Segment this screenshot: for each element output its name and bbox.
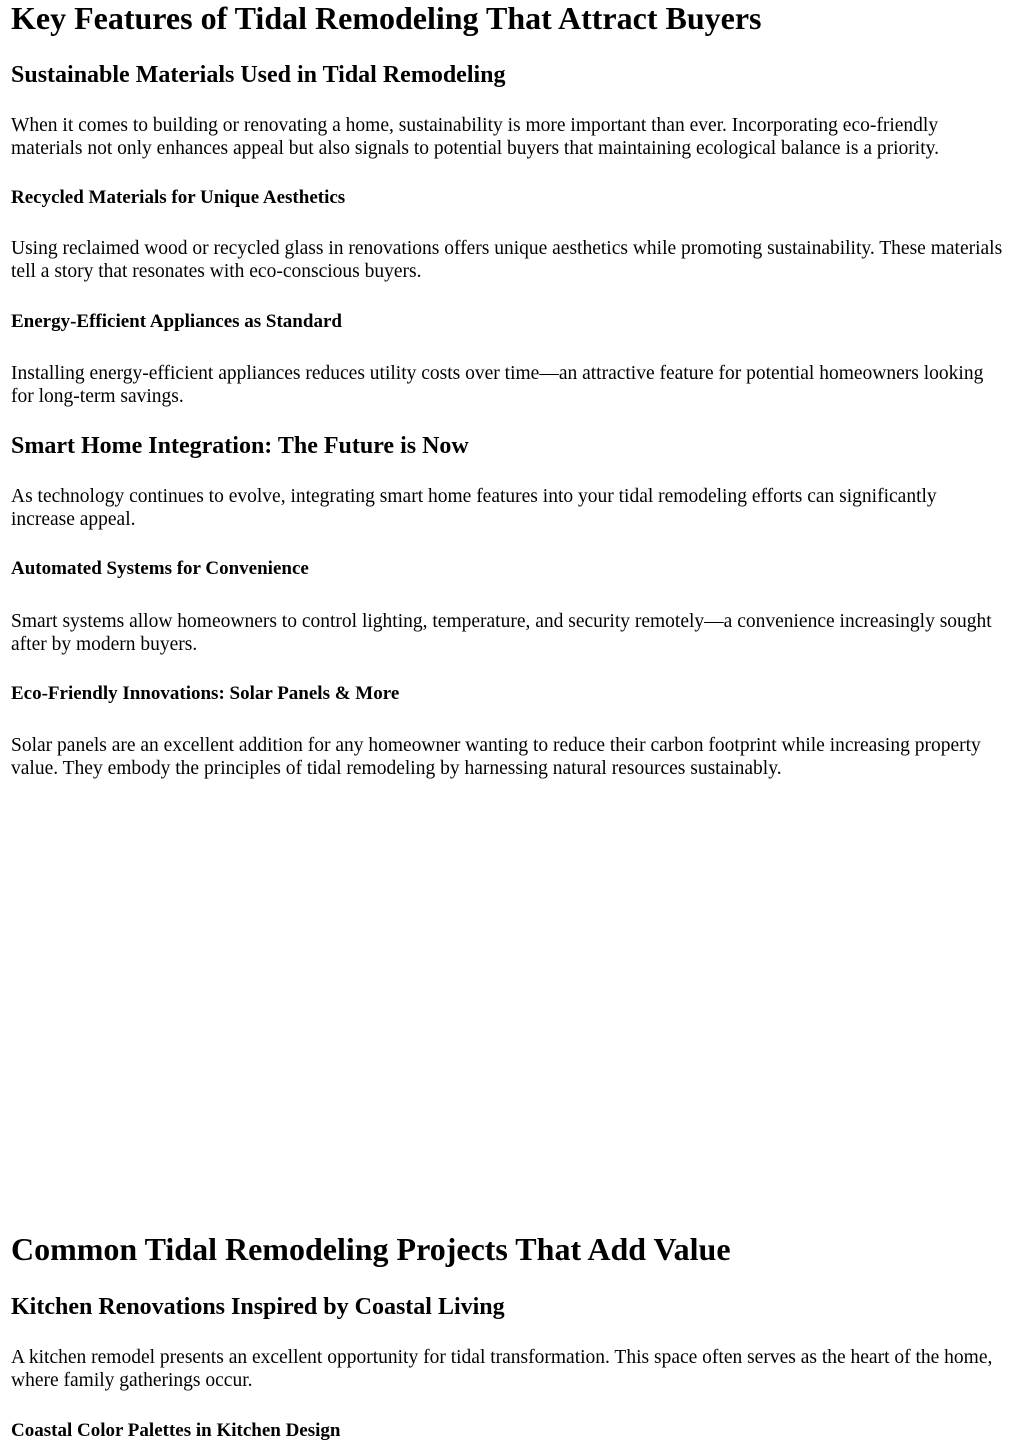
paragraph-kitchen-intro: A kitchen remodel presents an excellent opportunity for tidal transformation. This space often serves as the heart of the home, where family gatherings occur. xyxy=(11,1347,993,1391)
subheading-recycled-materials: Recycled Materials for Unique Aesthetics xyxy=(11,187,346,208)
subheading-automated-systems: Automated Systems for Convenience xyxy=(11,558,309,579)
section-heading-sustainable-materials: Sustainable Materials Used in Tidal Remodeling xyxy=(11,62,506,88)
paragraph-sustainability-intro: When it comes to building or renovating a home, sustainability is more important than ever. Incorporating eco-friendly materials not only enhances appeal but also signals to potential buyers that maintaining ecological balance is a priority. xyxy=(11,115,939,159)
paragraph-smart-home-intro: As technology continues to evolve, integrating smart home features into your tidal remodeling efforts can significantly increase appeal. xyxy=(11,486,937,530)
subheading-eco-friendly-innovations: Eco-Friendly Innovations: Solar Panels & More xyxy=(11,683,400,704)
page-title: Key Features of Tidal Remodeling That Attract Buyers xyxy=(11,0,762,36)
subheading-energy-efficient-appliances: Energy-Efficient Appliances as Standard xyxy=(11,311,342,332)
section-title-common-projects: Common Tidal Remodeling Projects That Add Value xyxy=(11,1231,731,1267)
paragraph-automated-systems: Smart systems allow homeowners to control lighting, temperature, and security remotely—a convenience increasingly sought after by modern buyers. xyxy=(11,611,992,655)
paragraph-solar-panels: Solar panels are an excellent addition for any homeowner wanting to reduce their carbon footprint while increasing property value. They embody the principles of tidal remodeling by harnessing natural resources sustainably. xyxy=(11,735,981,779)
paragraph-recycled-materials: Using reclaimed wood or recycled glass in renovations offers unique aesthetics while promoting sustainability. These materials tell a story that resonates with eco-conscious buyers. xyxy=(11,238,1003,282)
paragraph-energy-efficient-appliances: Installing energy-efficient appliances reduces utility costs over time—an attractive feature for potential homeowners looking for long-term savings. xyxy=(11,363,984,407)
section-heading-smart-home: Smart Home Integration: The Future is Now xyxy=(11,433,469,459)
section-heading-kitchen-renovations: Kitchen Renovations Inspired by Coastal Living xyxy=(11,1294,505,1320)
subheading-coastal-color-palettes: Coastal Color Palettes in Kitchen Design xyxy=(11,1420,341,1441)
